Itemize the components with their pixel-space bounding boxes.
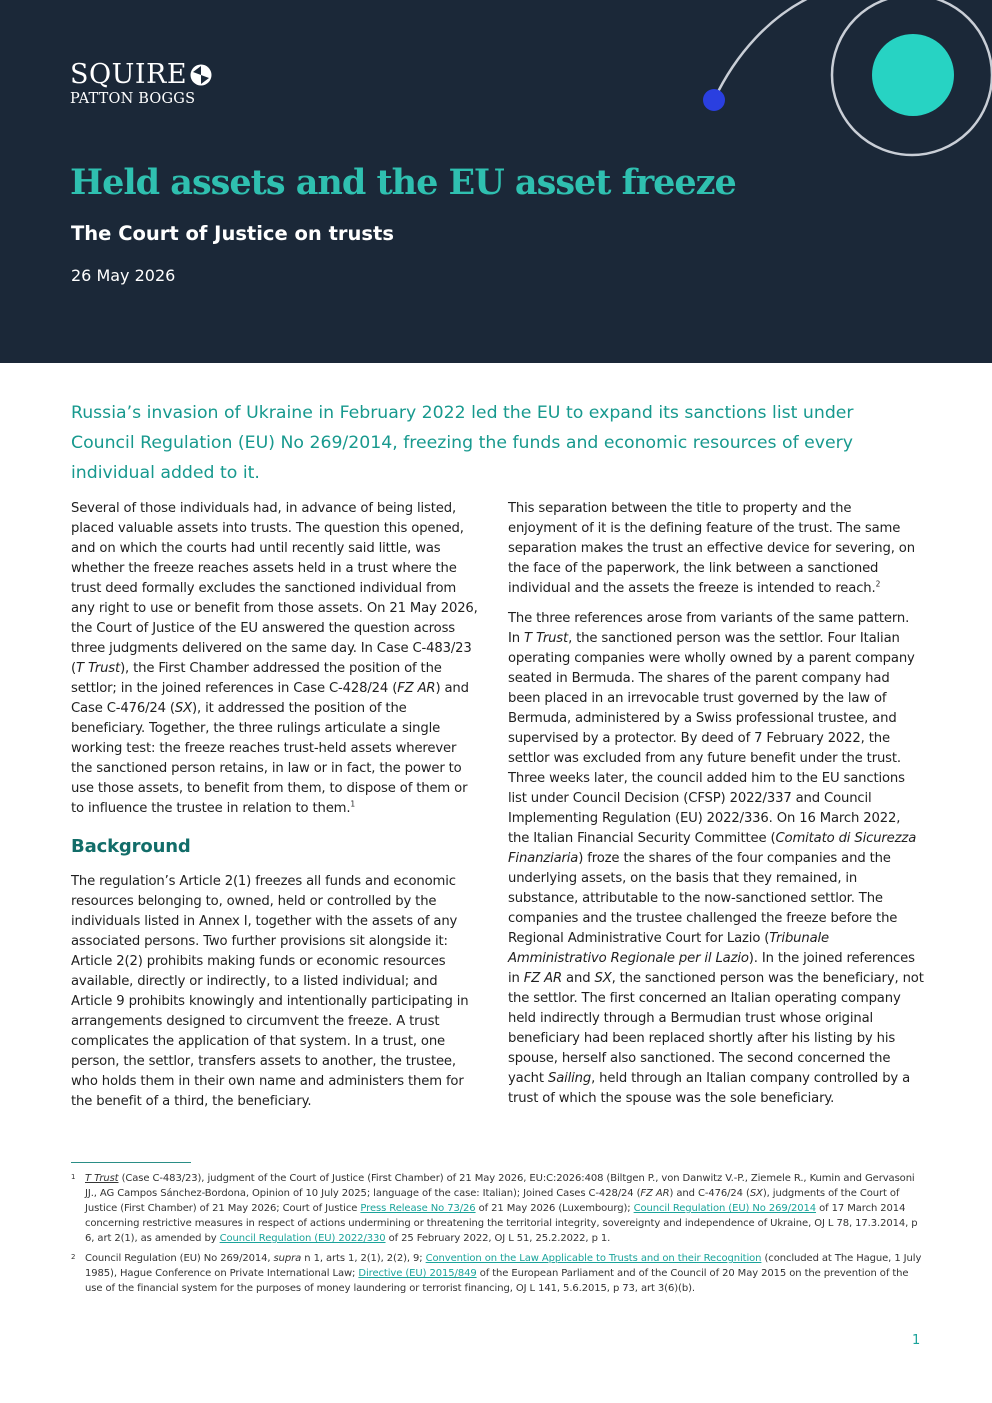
footnote-2: 2 Council Regulation (EU) No 269/2014, supra n 1, arts 1, 2(1), 2(2), 9; Convention on the Law Applicable to Trusts and on their Recognition (concluded at The Hague, 1 July 1985), Hague Conference on Private International Law; Directive (EU) 2015/849 of the European Parliament and of the Council of 20 May 2015 on the prevention of the use of the financial system for the purposes of money laundering or terrorist financing, OJ L 141, 5.6.2015, p 73, art 3(6)(b).	[71, 1251, 923, 1296]
section-heading-background: Background	[71, 836, 191, 857]
orbit-arc	[714, 0, 815, 100]
logo-wordmark-line2: PATTON BOGGS	[70, 91, 196, 107]
trust-separation-paragraph: This separation between the title to property and the enjoyment of it is the defining feature of the trust. The same separation makes the trust an effective device for severing, on the face of the paperwork, the link between a sanctioned individual and the assets the freeze is intended to reach.$^2$	[508, 501, 915, 596]
footnote-divider	[71, 1162, 191, 1163]
footnote-number: 2	[71, 1253, 76, 1261]
right-column	[508, 499, 924, 1119]
link-press-release[interactable]: Press Release No 73/26	[360, 1203, 476, 1214]
footnotes	[71, 1171, 923, 1301]
page-title: Held assets and the EU asset freeze	[70, 162, 736, 203]
references-paragraph: The three references arose from variants of the same pattern. In T Trust, the sanctioned person was the settlor. Four Italian operating companies were wholly owned by a parent company seated in Bermuda. The shares of the parent company had been placed in an irrevocable trust governed by the law of Bermuda, administered by a Swiss professional trustee, and supervised by a protector. By deed of 7 February 2022, the settlor was excluded from any future benefit under the trust. Three weeks later, the council added him to the EU sanctions list under Council Decision (CFSP) 2022/337 and Council Implementing Regulation (EU) 2022/336. On 16 March 2022, the Italian Financial Security Committee (Comitato di Sicurezza Finanziaria) froze the shares of the four companies and the underlying assets, on the basis that they remained, in substance, attributable to the now-sanctioned settlor. The companies and the trustee challenged the freeze before the Regional Administrative Court for Lazio (Tribunale Amministrativo Regionale per il Lazio). In the joined references in FZ AR and SX, the sanctioned person was the beneficiary, not the settlor. The first concerned an Italian operating company held indirectly through a Bermudian trust whose original beneficiary had been replaced shortly after his listing by his spouse, herself also sanctioned. The second concerned the yacht Sailing, held through an Italian company controlled by a trust of which the spouse was the sole beneficiary.	[508, 611, 924, 1106]
link-council-regulation-2022-330[interactable]: Council Regulation (EU) 2022/330	[219, 1233, 386, 1244]
lede-paragraph: Russia’s invasion of Ukraine in February 2022 led the EU to expand its sanctions list under Council Regulation (EU) No 269/2014, freezing the funds and economic resources of every individual added to it.	[71, 403, 854, 483]
blue-dot	[703, 89, 725, 111]
publication-date: 26 May 2026	[71, 266, 176, 285]
intro-paragraph: Several of those individuals had, in advance of being listed, placed valuable assets into trusts. The question this opened, and on which the courts had until recently said little, was whether the freeze reaches assets held in a trust where the trust deed formally excludes the sanctioned individual from any right to use or benefit from those assets. On 21 May 2026, the Court of Justice of the EU answered the question across three judgments delivered on the same day. In Case C‑483/23 (T Trust), the First Chamber addressed the position of the settlor; in the joined references in Case C‑428/24 (FZ AR) and Case C‑476/24 (SX), it addressed the position of the beneficiary. Together, the three rulings articulate a single working test: the freeze reaches trust-held assets wherever the sanctioned person retains, in law or in fact, the power to use those assets, to benefit from them, to dispose of them or to influence the trustee in relation to them.$^1$	[71, 501, 478, 816]
link-hague-trusts-convention[interactable]: Convention on the Law Applicable to Trusts and on their Recognition	[425, 1253, 762, 1264]
footnote-1: 1 T Trust (Case C-483/23), judgment of the Court of Justice (First Chamber) of 21 May 2026, EU:C:2026:408 (Biltgen P., von Danwitz V.-P., Ziemele R., Kumin and Gervasoni JJ., AG Campos Sánchez-Bordona, Opinion of 10 July 2025; language of the case: Italian); Joined Cases C-428/24 (FZ AR) and C-476/24 (SX), judgments of the Court of Justice (First Chamber) of 21 May 2026; Court of Justice Press Release No 73/26 of 21 May 2026 (Luxembourg); Council Regulation (EU) No 269/2014 of 17 March 2014 concerning restrictive measures in respect of actions undermining or threatening the territorial integrity, sovereignty and independence of Ukraine, OJ L 78, 17.3.2014, p 6, art 2(1), as amended by Council Regulation (EU) 2022/330 of 25 February 2022, OJ L 51, 25.2.2022, p 1.	[71, 1171, 923, 1246]
footnote-ref-2[interactable]: 2	[875, 579, 881, 589]
link-council-regulation-269-2014[interactable]: Council Regulation (EU) No 269/2014	[633, 1203, 817, 1214]
background-paragraph: The regulation’s Article 2(1) freezes all funds and economic resources belonging to, owned, held or controlled by the individuals listed in Annex I, together with the assets of any associated persons. Two further provisions sit alongside it: Article 2(2) prohibits making funds or economic resources available, directly or indirectly, to a listed individual; and Article 9 prohibits knowingly and intentionally participating in arrangements designed to circumvent the freeze. A trust complicates the application of that system. In a trust, one person, the settlor, transfers assets to another, the trustee, who holds them in their own name and administers them for the benefit of a third, the beneficiary.	[71, 874, 469, 1109]
page-subtitle: The Court of Justice on trusts	[71, 222, 394, 245]
header-banner	[0, 0, 992, 363]
logo-wordmark-line1: SQUIRE	[70, 59, 188, 90]
company-logo[interactable]	[70, 60, 212, 107]
left-column	[71, 499, 481, 1122]
teal-dot	[872, 34, 954, 116]
page-number: 1	[912, 1333, 921, 1348]
link-directive-2015-849[interactable]: Directive (EU) 2015/849	[358, 1268, 477, 1279]
logo-mark-icon	[190, 64, 212, 86]
footnote-ref-1[interactable]: 1	[350, 799, 356, 809]
footnote-number: 1	[71, 1173, 76, 1181]
